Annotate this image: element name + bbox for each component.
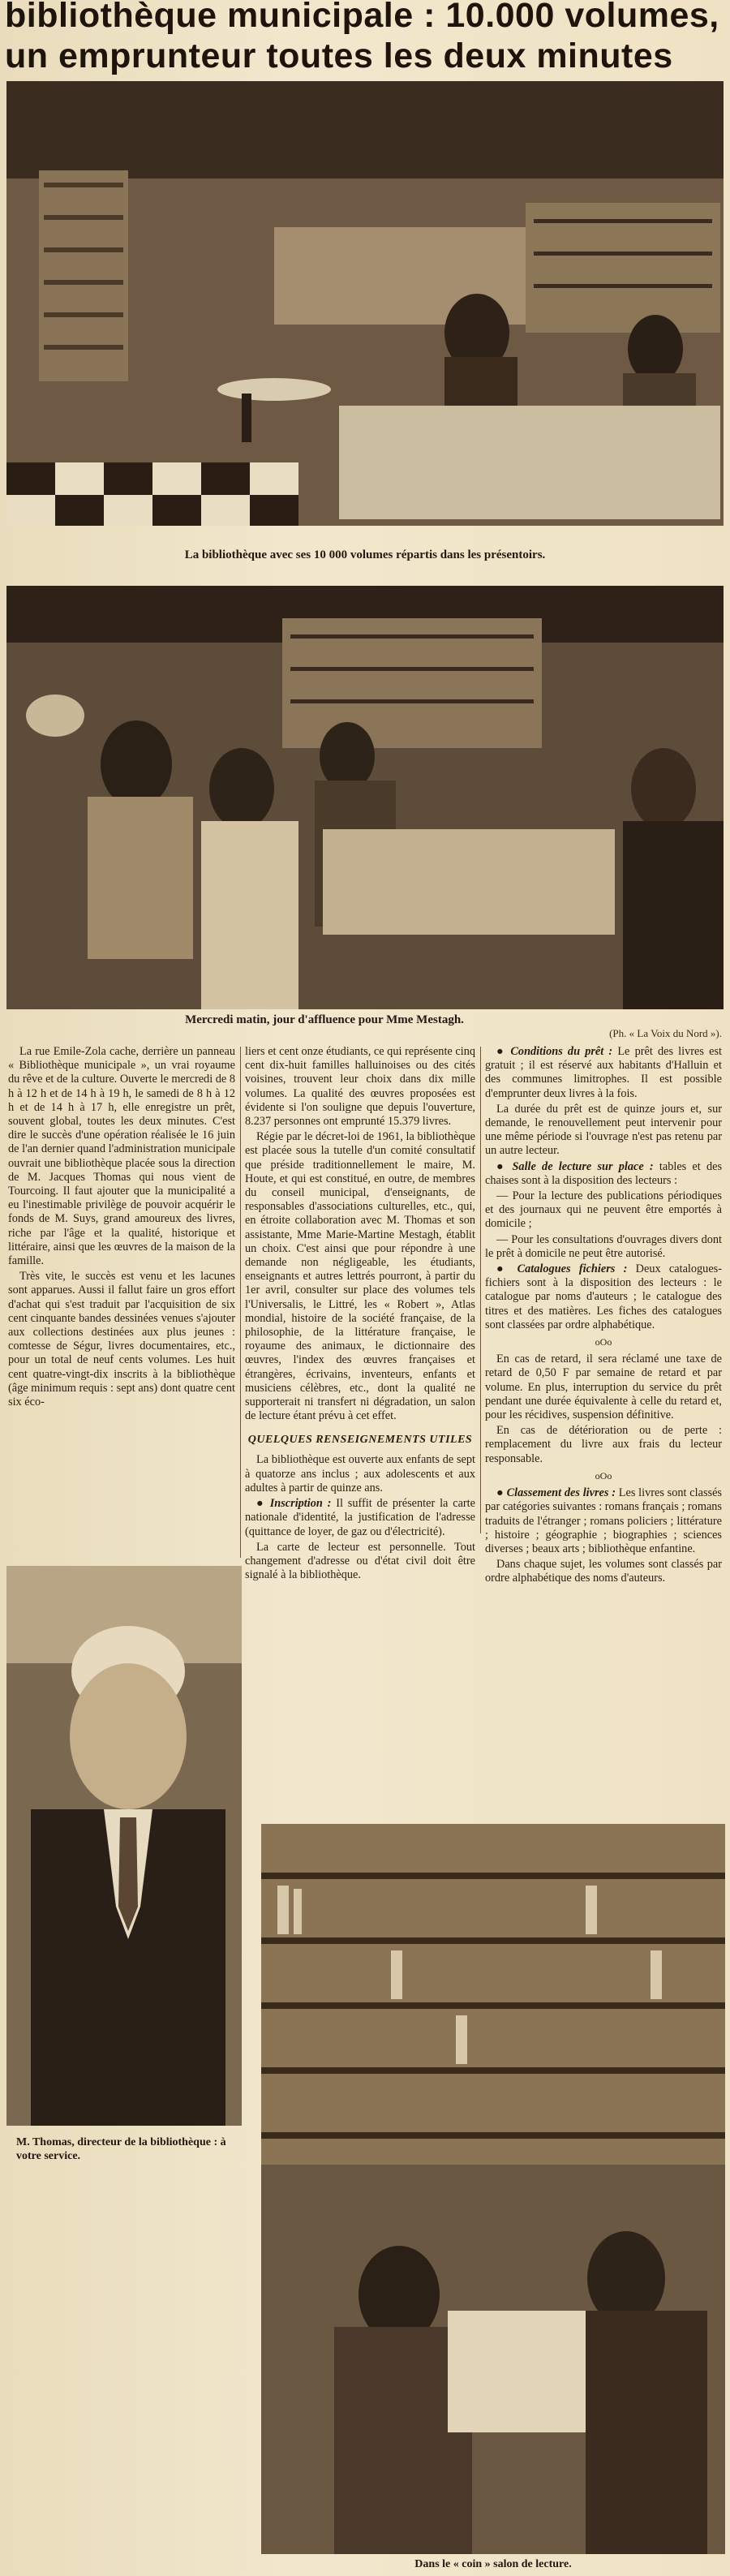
useful-info-heading: QUELQUES RENSEIGNEMENTS UTILES: [247, 1434, 473, 1447]
damage-text: En cas de détérioration ou de perte : remplacement du livre aux frais du lecteur responsable.: [485, 1424, 722, 1465]
photo-2-credit: (Ph. « La Voix du Nord »).: [609, 1027, 722, 1039]
library-interior-illustration: [6, 81, 724, 526]
column-divider-1: [240, 1047, 241, 1558]
photo-2-caption: Mercredi matin, jour d'affluence pour Mme Mestagh.: [185, 1013, 464, 1026]
column-1-paragraph-2: Très vite, le succès est venu et les lacunes sont apparues. Aussi il fallut faire un gros effort d'achat qui s'est traduit par l'acquisition de six cent cinquante bandes dessinées venues s'ajouter aux collections destinées aux plus jeunes : comtesse de Ségur, livres documentaires, etc., pour un total de neuf cents volumes. Les huit cent quatre-vingt-dix inscrits à la bibliothèque (âge minimum requis : sept ans) dont quatre cent six éco-: [8, 1270, 235, 1409]
headline-line-2: un emprunteur toutes les deux minutes: [5, 37, 673, 75]
director-portrait-photo: [6, 1566, 242, 2126]
classification-order-text: Dans chaque sujet, les volumes sont classés par ordre alphabétique des noms d'auteurs.: [485, 1558, 722, 1585]
loan-conditions-text: Le prêt des livres est gratuit ; il est réservé aux habitants d'Halluin et des communes limitrophes. Il est possible d'emprunter deux livres à la fois.: [485, 1045, 722, 1100]
separator-1: oOo: [595, 1336, 612, 1348]
classification-lead: ● Classement des livres :: [496, 1486, 616, 1500]
late-fee-text: En cas de retard, il sera réclamé une taxe de retard de 0,50 F par semaine de retard et par volume. En plus, interruption du service du prêt pendant une durée équivalente à celle du retard et, pour les récidives, suspension définitive.: [485, 1353, 722, 1422]
reader-card-text: La carte de lecteur est personnelle. Tout changement d'adresse ou d'état civil doit être signalé à la bibliothèque.: [245, 1540, 475, 1582]
separator-2: oOo: [595, 1469, 612, 1482]
catalogues-text: Deux catalogues-fichiers sont à la disposition des lecteurs : le catalogue par noms d'auteurs ; le catalogue des titres et des matières. Les fiches des catalogues sont classées par ordre alphabétique.: [485, 1262, 723, 1331]
article-column-2: [245, 1045, 475, 1832]
column-divider-2: [480, 1047, 481, 1533]
column-2-intro: liers et cent onze étudiants, ce qui représente cinq cent dix-huit familles halluinoises ou des cités voisines, trouvent leur choix dans dix mille volumes. La qualité des œuvres proposées est évidente si l'on souligne que depuis l'ouverture, 8.237 personnes ont emprunté 15.379 livres.: [245, 1045, 475, 1129]
reading-corner-photo: [261, 1824, 725, 2554]
column-2-opening-hours: La bibliothèque est ouverte aux enfants de sept à quatorze ans inclus ; aux adolescents et aux adultes à partir de quinze ans.: [245, 1453, 475, 1494]
photo-3-caption: M. Thomas, directeur de la bibliothèque : à votre service.: [16, 2136, 226, 2162]
classification-text: Les livres sont classés par catégories suivantes : romans français ; romans traduits de l'étranger ; romans policiers ; littérature ; histoire ; géographie ; biographies ; sciences diverses ; beaux arts ; bibliothèque enfantine.: [485, 1486, 722, 1555]
circulation-desk-photo: [6, 586, 724, 1009]
column-1-paragraph-1: La rue Emile-Zola cache, derrière un panneau « Bibliothèque municipale », un vrai royaume du rêve et de la culture. Ouverte le mercredi de 8 h à 12 h et de 14 h à 19 h, le samedi de 8 h à 12 h et de 14 h à 17 h, elle enregistre un prêt, souvent global, toutes les deux minutes. C'est dire le succès d'une opération réalisée le 16 juin de l'an dernier quand l'administration municipale ouvrait une bibliothèque placée sous la direction de M. Jacques Thomas qui nous vient de Tourcoing. Il faut ajouter que la municipalité a eu l'inestimable privilège de pouvoir acquérir le fonds de M. Suys, grand amoureux des livres, riche par l'âge et la qualité, historique et littéraire, ainsi que les œuvres de la maison de la famille.: [8, 1045, 235, 1268]
periodicals-text: — Pour la lecture des publications périodiques et des journaux qui ne peuvent être emportés à domicile ;: [485, 1189, 722, 1231]
director-portrait-illustration: [6, 1566, 242, 2126]
photo-4-caption: Dans le « coin » salon de lecture.: [414, 2558, 572, 2570]
headline-line-1: bibliothèque municipale : 10.000 volumes,: [5, 0, 719, 35]
column-2-paragraph-2: Régie par le décret-loi de 1961, la bibliothèque est placée sous la tutelle d'un comité consultatif que préside traditionnellement le maire, M. Houte, et qui est constitué, en outre, de membres du conseil municipal, d'enseignants, de responsables d'associations culturelles, etc., qui, en étroite collaboration avec M. Thomas et son assistante, Mme Marie-Martine Mestagh, établit un choix. C'est ainsi que pour répondre à une demande non négligeable, les étudiants, enseignants et autres lettrés pourront, à partir du 1er avril, consulter sur place des volumes tels l'Universalis, le Littré, les « Robert », Atlas mondial, histoire de la société française, de la philosophie, de la littérature française, le royaume des animaux, le dictionnaire des œuvres, l'index des œuvres françaises et étrangères, écrivains, inventeurs, enfants et musiciens célèbres, etc., dont la qualité ne supporterait ni transfert ni dégradation, un salon de lecture étant prévu à cet effet.: [245, 1130, 475, 1423]
article-column-1: [8, 1045, 235, 1558]
article-column-3: [485, 1045, 723, 1585]
loan-duration-text: La durée du prêt est de quinze jours et, sur demande, le renouvellement peut intervenir pour une même période si l'ouvrage n'est pas retenu par un autre lecteur.: [485, 1102, 722, 1158]
reading-room-text: tables et des chaises sont à la disposition des lecteurs :: [485, 1159, 723, 1187]
circulation-desk-illustration: [6, 586, 724, 1009]
inscription-lead: ● Inscription :: [256, 1497, 332, 1511]
catalogues-lead: ● Catalogues fichiers :: [496, 1262, 628, 1276]
library-interior-photo: [6, 81, 724, 526]
consultation-text: — Pour les consultations d'ouvrages divers dont le prêt à domicile ne peut être autorisé.: [485, 1232, 722, 1260]
loan-conditions-lead: ● Conditions du prêt :: [496, 1045, 613, 1058]
reading-corner-illustration: [261, 1824, 725, 2554]
inscription-text: Il suffit de présenter la carte nationale d'identité, la justification de l'adresse (quittance de loyer, de gaz ou d'électricité).: [245, 1497, 475, 1538]
photo-1-caption: La bibliothèque avec ses 10 000 volumes répartis dans les présentoirs.: [184, 548, 546, 561]
reading-room-lead: ● Salle de lecture sur place :: [496, 1159, 654, 1173]
